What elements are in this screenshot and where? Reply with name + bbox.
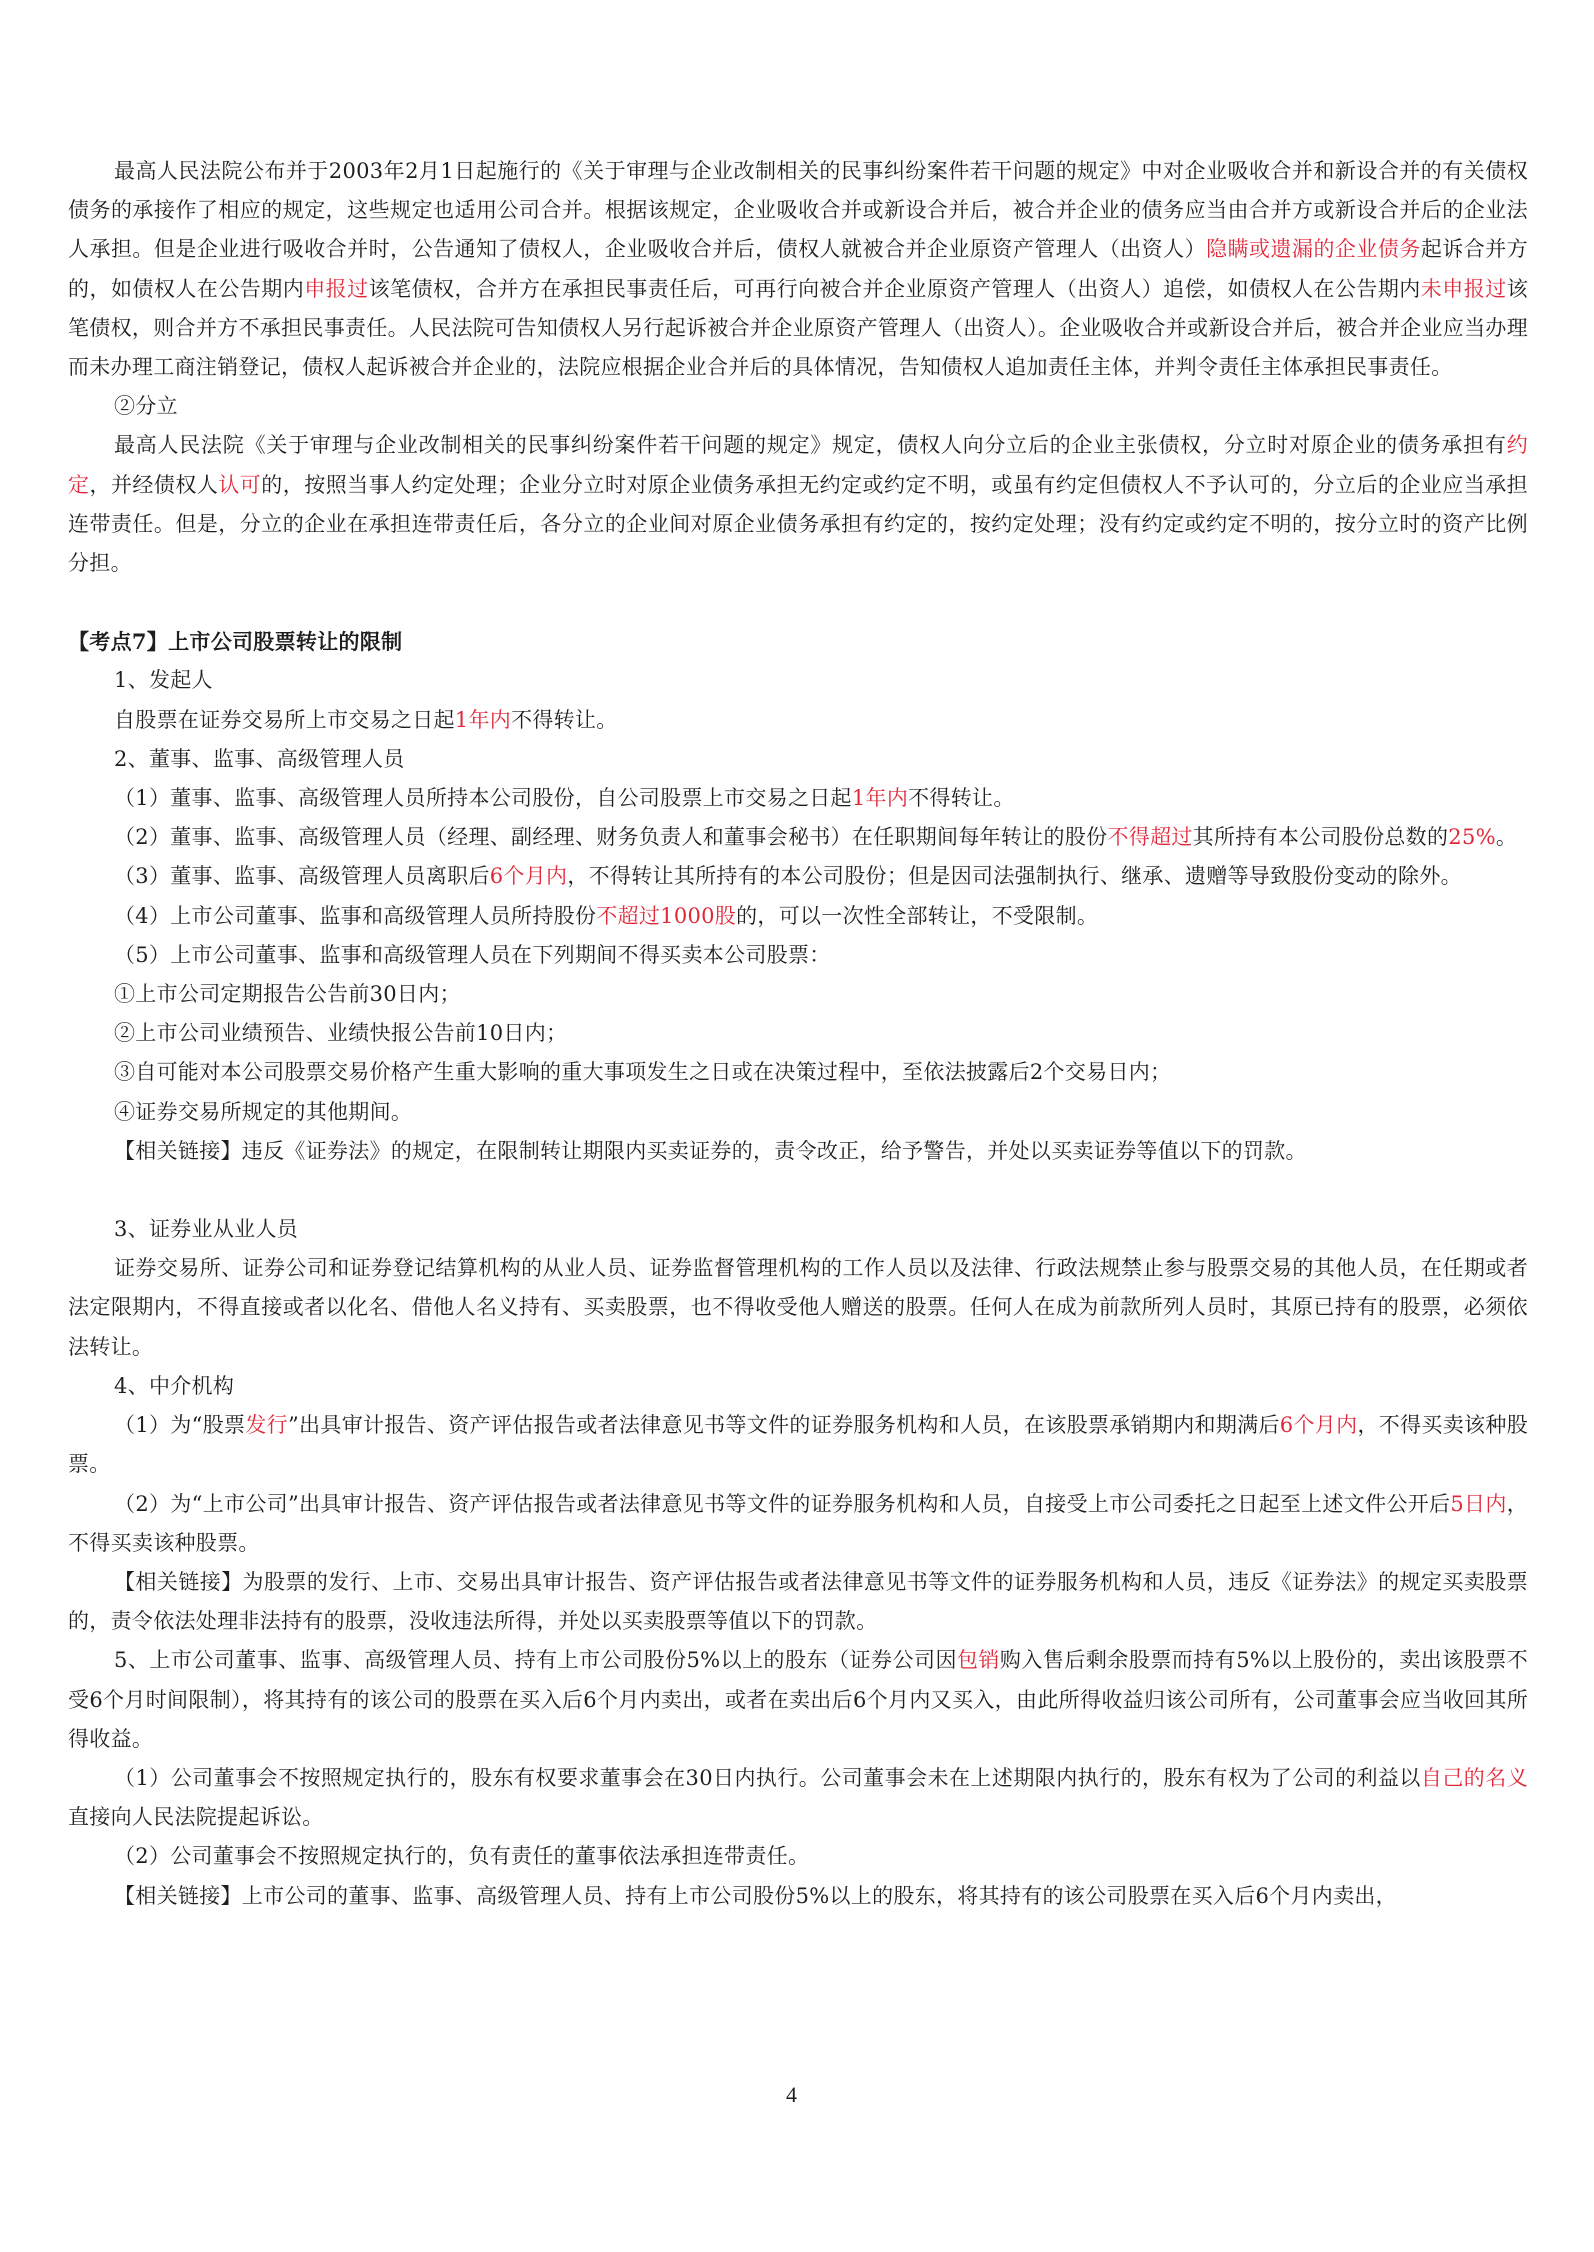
- text-run: 其所持有本公司股份总数的: [1192, 825, 1449, 850]
- text-run: 【相关链接】违反《证券法》的规定，在限制转让期限内买卖证券的，责令改正，给予警告，并处以买卖证券等值以下的罚款。: [114, 1138, 1307, 1163]
- highlighted-text: 申报过: [304, 276, 369, 301]
- text-run: （1）为“股票: [114, 1413, 246, 1438]
- text-run: 该笔债权，合并方在承担民事责任后，可再行向被合并企业原资产管理人（出资人）追偿，如债权人在公告期内: [368, 276, 1421, 301]
- text-run: 购入售后剩余股票而持有5%以上股份的，卖出该股票不受6个月时间限制），将其持有的该公司的股票在买入后6个月内卖出，或者在卖出后6个月内又买入，由此所得收益归该公司所有，公司董事会应当收回其所得收益。: [68, 1648, 1529, 1751]
- paragraph-s2-1: [68, 779, 1528, 818]
- section-heading: [68, 622, 1528, 661]
- paragraph-s4-title: [68, 1367, 1528, 1406]
- text-run: ，不得买卖该种股票。: [68, 1413, 1528, 1477]
- highlighted-text: 包销: [956, 1648, 1000, 1673]
- paragraph-s3-body: [68, 1249, 1528, 1367]
- document-page: [68, 152, 1528, 1916]
- text-run: （2）董事、监事、高级管理人员（经理、副经理、财务负责人和董事会秘书）在任职期间每年转让的股份: [114, 825, 1108, 850]
- paragraph-s2-3: [68, 857, 1528, 896]
- text-run: 3、证券业从业人员: [114, 1217, 299, 1242]
- spacer: [68, 1171, 1528, 1210]
- text-run: ④证券交易所规定的其他期间。: [114, 1099, 413, 1124]
- paragraph-s2-5-4: [68, 1093, 1528, 1132]
- text-run: （2）公司董事会不按照规定执行的，负有责任的董事依法承担连带责任。: [114, 1844, 810, 1869]
- paragraph-s2-title: [68, 740, 1528, 779]
- highlighted-text: 6个月内: [1279, 1413, 1358, 1438]
- text-run: ③自可能对本公司股票交易价格产生重大影响的重大事项发生之日或在决策过程中，至依法披露后2个交易日内；: [114, 1060, 1172, 1085]
- text-run: 直接向人民法院提起诉讼。: [68, 1805, 324, 1830]
- highlighted-text: 发行: [245, 1413, 288, 1438]
- paragraph-s5-link: [68, 1877, 1528, 1916]
- text-run: 【相关链接】上市公司的董事、监事、高级管理人员、持有上市公司股份5%以上的股东，将其持有的该公司股票在买入后6个月内卖出，: [114, 1883, 1397, 1908]
- paragraph-s4-2: [68, 1485, 1528, 1563]
- paragraph-s2-5-2: [68, 1014, 1528, 1053]
- highlighted-text: 1年内: [851, 786, 909, 811]
- text-run: 4、中介机构: [114, 1373, 235, 1398]
- paragraph-s5-1: [68, 1759, 1528, 1837]
- text-run: 最高人民法院《关于审理与企业改制相关的民事纠纷案件若干问题的规定》规定，债权人向分立后的企业主张债权，分立时对原企业的债务承担有: [114, 433, 1507, 458]
- text-run: 2、董事、监事、高级管理人员: [114, 746, 405, 771]
- text-run: （3）董事、监事、高级管理人员离职后: [114, 864, 490, 889]
- highlighted-text: 1年内: [454, 707, 512, 732]
- text-run: 最高人民法院公布并于2003年2月1日起施行的《关于审理与企业改制相关的民事纠纷案件若干问题的规定》中对企业吸收合并和新设合并的有关债权债务的承接作了相应的规定，这些规定也适用公司合并。根据该规定，企业吸收合并或新设合并后，被合并企业的债务应当由合并方或新设合并后的企业法人承担。但是企业进行吸收合并时，公告通知了债权人，企业吸收合并后，债权人就被合并企业原资产管理人（出资人）: [68, 159, 1528, 262]
- text-run: 。: [1495, 825, 1518, 850]
- paragraph-split-title: [68, 387, 1528, 426]
- highlighted-text: 不超过1000股: [596, 903, 737, 928]
- text-run: （4）上市公司董事、监事和高级管理人员所持股份: [114, 903, 597, 928]
- text-run: ①上市公司定期报告公告前30日内；: [114, 982, 461, 1007]
- paragraph-s1-title: [68, 661, 1528, 700]
- text-run: ，并经债权人: [89, 472, 219, 497]
- paragraph-split-para: [68, 426, 1528, 583]
- text-run: ，不得转让其所持有的本公司股份；但是因司法强制执行、继承、遗赠等导致股份变动的除外。: [567, 864, 1462, 889]
- highlighted-text: 5日内: [1450, 1491, 1507, 1516]
- paragraph-s2-5-3: [68, 1053, 1528, 1092]
- paragraph-s4-link: [68, 1563, 1528, 1641]
- paragraph-s2-5-1: [68, 975, 1528, 1014]
- highlighted-text: 25%: [1448, 825, 1496, 850]
- text-run: 不得转让。: [511, 707, 618, 732]
- highlighted-text: 约定: [68, 433, 1528, 497]
- text-run: 【考点7】上市公司股票转让的限制: [68, 629, 403, 655]
- text-run: ”出具审计报告、资产评估报告或者法律意见书等文件的证券服务机构和人员，在该股票承销期内和期满后: [288, 1413, 1280, 1438]
- paragraph-merge-para: [68, 152, 1528, 387]
- text-run: 该笔债权，则合并方不承担民事责任。人民法院可告知债权人另行起诉被合并企业原资产管理人（出资人）。企业吸收合并或新设合并后，被合并企业应当办理而未办理工商注销登记，债权人起诉被合并企业的，法院应根据企业合并后的具体情况，告知债权人追加责任主体，并判令责任主体承担民事责任。: [68, 276, 1528, 380]
- paragraph-s3-title: [68, 1210, 1528, 1249]
- highlighted-text: 自己的名义: [1420, 1765, 1528, 1790]
- highlighted-text: 隐瞒或遗漏的企业债务: [1206, 237, 1421, 262]
- paragraph-s5-2: [68, 1837, 1528, 1876]
- paragraph-s2-2: [68, 818, 1528, 857]
- text-run: （1）公司董事会不按照规定执行的，股东有权要求董事会在30日内执行。公司董事会未在上述期限内执行的，股东有权为了公司的利益以: [114, 1765, 1421, 1790]
- paragraph-s2-4: [68, 897, 1528, 936]
- highlighted-text: 认可: [218, 472, 262, 497]
- page-number: 4: [786, 2082, 797, 2107]
- paragraph-s4-1: [68, 1406, 1528, 1484]
- text-run: 的，按照当事人约定处理；企业分立时对原企业债务承担无约定或约定不明，或虽有约定但债权人不予认可的，分立后的企业应当承担连带责任。但是，分立的企业在承担连带责任后，各分立的企业间对原企业债务承担有约定的，按约定处理；没有约定或约定不明的，按分立时的资产比例分担。: [68, 472, 1528, 576]
- highlighted-text: 不得超过: [1107, 825, 1193, 850]
- highlighted-text: 6个月内: [489, 864, 568, 889]
- text-run: 5、上市公司董事、监事、高级管理人员、持有上市公司股份5%以上的股东（证券公司因: [114, 1648, 957, 1673]
- text-run: （2）为“上市公司”出具审计报告、资产评估报告或者法律意见书等文件的证券服务机构和人员，自接受上市公司委托之日起至上述文件公开后: [114, 1491, 1451, 1516]
- text-run: ②分立: [114, 394, 178, 419]
- text-run: 证券交易所、证券公司和证券登记结算机构的从业人员、证券监督管理机构的工作人员以及法律、行政法规禁止参与股票交易的其他人员，在任期或者法定限期内，不得直接或者以化名、借他人名义持有、买卖股票，也不得收受他人赠送的股票。任何人在成为前款所列人员时，其原已持有的股票，必须依法转让。: [68, 1256, 1528, 1359]
- text-run: ②上市公司业绩预告、业绩快报公告前10日内；: [114, 1021, 568, 1046]
- text-run: （5）上市公司董事、监事和高级管理人员在下列期间不得买卖本公司股票：: [114, 942, 831, 967]
- highlighted-text: 未申报过: [1420, 276, 1507, 301]
- paragraph-s1-body: [68, 701, 1528, 740]
- text-run: 自股票在证券交易所上市交易之日起: [114, 707, 455, 732]
- text-run: 的，可以一次性全部转让，不受限制。: [736, 903, 1099, 928]
- text-run: （1）董事、监事、高级管理人员所持本公司股份，自公司股票上市交易之日起: [114, 786, 852, 811]
- text-run: ，不得买卖该种股票。: [68, 1491, 1528, 1555]
- text-run: 1、发起人: [114, 668, 213, 693]
- paragraph-s2-link: [68, 1132, 1528, 1171]
- text-run: 不得转让。: [908, 786, 1015, 811]
- paragraph-s2-5: [68, 936, 1528, 975]
- text-run: 起诉合并方的，如债权人在公告期内: [68, 237, 1529, 301]
- text-run: 【相关链接】为股票的发行、上市、交易出具审计报告、资产评估报告或者法律意见书等文件的证券服务机构和人员，违反《证券法》的规定买卖股票的，责令依法处理非法持有的股票，没收违法所得，并处以买卖股票等值以下的罚款。: [68, 1569, 1528, 1634]
- paragraph-s5-body: [68, 1641, 1528, 1759]
